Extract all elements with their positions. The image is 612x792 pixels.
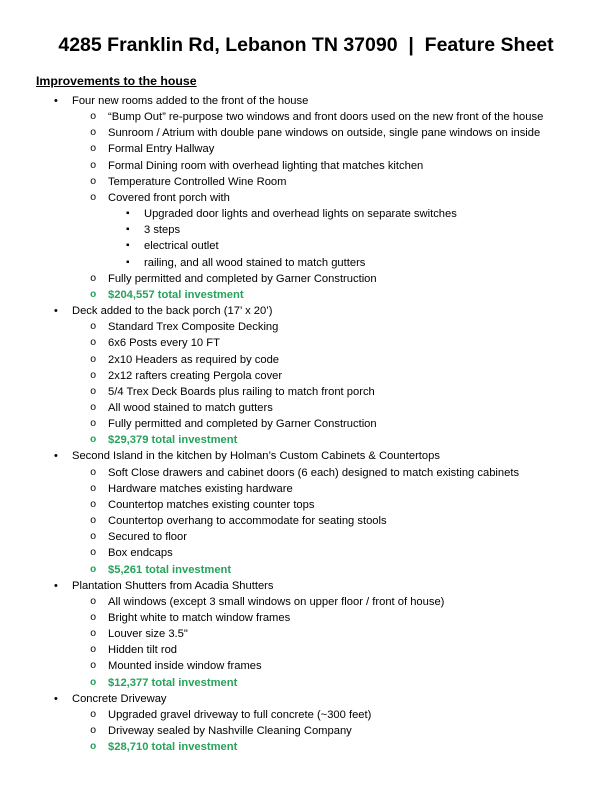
bullet-disc-icon: •	[54, 95, 58, 107]
list-item-text: Sunroom / Atrium with double pane windows on outside, single pane windows on inside	[108, 127, 541, 140]
list-item-level2	[36, 174, 592, 190]
bullet-circle-icon: o	[90, 369, 97, 382]
bullet-circle-icon: o	[90, 660, 97, 673]
bullet-circle-icon: o	[90, 337, 97, 350]
bullet-circle-icon: o	[90, 531, 97, 544]
list-item-text: Concrete Driveway	[72, 692, 167, 705]
list-item-text: Bright white to match window frames	[108, 612, 291, 624]
list-item-text: Four new rooms added to the front of the house	[72, 95, 309, 107]
list-item-level2	[36, 368, 592, 384]
list-item-level3	[36, 206, 592, 222]
bullet-disc-icon: •	[54, 450, 58, 463]
list-item-text: Formal Dining room with overhead lighting that matches kitchen	[108, 159, 424, 172]
list-item-level3	[36, 222, 592, 238]
list-item-text: Box endcaps	[108, 547, 173, 560]
list-item-level2	[36, 481, 592, 497]
bullet-disc-icon: •	[54, 579, 58, 592]
bullet-circle-icon: o	[90, 676, 97, 689]
list-item-text: Hardware matches existing hardware	[108, 482, 293, 495]
list-item-text: Deck added to the back porch (17’ x 20’)	[72, 305, 273, 318]
list-item-level2	[36, 352, 592, 368]
bullet-circle-icon: o	[90, 482, 97, 495]
list-item-text: electrical outlet	[144, 240, 219, 253]
bullet-square-icon: ▪	[126, 240, 130, 252]
bullet-circle-icon: o	[90, 272, 97, 285]
list-item-level2	[36, 335, 592, 351]
improvements-heading: Improvements to the house	[36, 74, 197, 88]
list-item-level2	[36, 658, 592, 674]
list-item-text: railing, and all wood stained to match gutters	[144, 256, 366, 269]
list-item-text: Fully permitted and completed by Garner Construction	[108, 418, 377, 431]
bullet-circle-icon: o	[90, 111, 97, 124]
bullet-circle-icon: o	[90, 418, 97, 431]
bullet-circle-icon: o	[90, 563, 97, 576]
bullet-circle-icon: o	[90, 401, 97, 414]
list-item-text: 2x10 Headers as required by code	[108, 353, 280, 366]
list-item-text: $204,557 total investment	[108, 288, 244, 301]
list-item-level2	[36, 626, 592, 642]
list-item-level2	[36, 158, 592, 174]
list-item-text: Plantation Shutters from Acadia Shutters	[72, 579, 274, 592]
bullet-circle-icon: o	[90, 321, 97, 334]
list-item-text: $29,379 total investment	[108, 434, 238, 447]
list-item-level2	[36, 610, 592, 626]
list-item-text: Louver size 3.5"	[108, 628, 188, 641]
list-item-level2	[36, 594, 592, 610]
bullet-circle-icon: o	[90, 353, 97, 366]
investment-total-item	[36, 675, 592, 691]
bullet-circle-icon: o	[90, 708, 97, 721]
bullet-circle-icon: o	[90, 644, 97, 657]
list-item-text: All windows (except 3 small windows on upper floor / front of house)	[108, 595, 445, 608]
investment-total-item	[36, 432, 592, 448]
list-item-text: $12,377 total investment	[108, 676, 238, 689]
list-item-level2	[36, 723, 592, 739]
list-item-text: Hidden tilt rod	[108, 644, 178, 657]
list-item-text: 3 steps	[144, 224, 181, 237]
list-item-text: Mounted inside window frames	[108, 660, 262, 673]
bullet-square-icon: ▪	[126, 208, 130, 220]
list-item-level2	[36, 109, 592, 125]
list-item-level2	[36, 400, 592, 416]
list-item-text: Upgraded gravel driveway to full concrete (~300 feet)	[108, 708, 372, 721]
list-item-level2	[36, 529, 592, 545]
bullet-circle-icon: o	[90, 725, 97, 738]
list-item-text: Countertop overhang to accommodate for seating stools	[108, 515, 387, 528]
list-item-level2	[36, 125, 592, 141]
bullet-circle-icon: o	[90, 288, 97, 301]
list-item-level2	[36, 319, 592, 335]
bullet-circle-icon: o	[90, 127, 97, 140]
list-item-level1	[36, 93, 592, 109]
bullet-circle-icon: o	[90, 191, 97, 204]
bullet-disc-icon: •	[54, 305, 58, 318]
list-item-text: Soft Close drawers and cabinet doors (6 each) designed to match existing cabinets	[108, 466, 520, 479]
list-item-level2	[36, 497, 592, 513]
investment-total-item	[36, 739, 592, 755]
bullet-circle-icon: o	[90, 628, 97, 641]
list-item-text: $28,710 total investment	[108, 741, 238, 754]
bullet-circle-icon: o	[90, 159, 97, 172]
list-item-text: Secured to floor	[108, 531, 187, 544]
list-item-text: Standard Trex Composite Decking	[108, 321, 279, 334]
list-item-level2	[36, 642, 592, 658]
list-item-text: All wood stained to match gutters	[108, 401, 273, 414]
bullet-circle-icon: o	[90, 612, 97, 624]
bullet-disc-icon: •	[54, 692, 58, 705]
list-item-level2	[36, 545, 592, 561]
list-item-level2	[36, 141, 592, 157]
list-item-level2	[36, 513, 592, 529]
investment-total-item	[36, 562, 592, 578]
bullet-circle-icon: o	[90, 595, 97, 608]
list-item-text: Temperature Controlled Wine Room	[108, 175, 287, 188]
list-item-level1	[36, 448, 592, 464]
list-item-text: 5/4 Trex Deck Boards plus railing to match front porch	[108, 385, 375, 398]
bullet-circle-icon: o	[90, 434, 97, 447]
bullet-circle-icon: o	[90, 466, 97, 479]
list-item-level2	[36, 271, 592, 287]
list-item-text: Formal Entry Hallway	[108, 143, 215, 156]
bullet-circle-icon: o	[90, 547, 97, 560]
bullet-square-icon: ▪	[126, 224, 130, 236]
bullet-circle-icon: o	[90, 515, 97, 528]
page-title: 4285 Franklin Rd, Lebanon TN 37090 | Feature Sheet	[58, 34, 554, 56]
list-item-level1	[36, 691, 592, 707]
list-item-level2	[36, 416, 592, 432]
list-item-text: Covered front porch with	[108, 191, 230, 204]
improvements-list	[36, 93, 592, 755]
list-item-text: $5,261 total investment	[108, 563, 232, 576]
list-item-level1	[36, 303, 592, 319]
list-item-level1	[36, 578, 592, 594]
list-item-text: “Bump Out” re-purpose two windows and front doors used on the new front of the house	[108, 111, 544, 124]
list-item-level3	[36, 255, 592, 271]
list-item-text: Driveway sealed by Nashville Cleaning Company	[108, 725, 352, 738]
investment-total-item	[36, 287, 592, 303]
bullet-square-icon: ▪	[126, 256, 130, 268]
list-item-text: Fully permitted and completed by Garner Construction	[108, 272, 377, 285]
bullet-circle-icon: o	[90, 385, 97, 398]
bullet-circle-icon: o	[90, 741, 97, 754]
list-item-level2	[36, 707, 592, 723]
list-item-level3	[36, 238, 592, 254]
list-item-level2	[36, 465, 592, 481]
bullet-circle-icon: o	[90, 498, 97, 511]
list-item-level2	[36, 384, 592, 400]
list-item-text: Countertop matches existing counter tops	[108, 498, 315, 511]
list-item-text: 6x6 Posts every 10 FT	[108, 337, 220, 350]
list-item-text: Upgraded door lights and overhead lights on separate switches	[144, 208, 457, 221]
list-item-text: Second Island in the kitchen by Holman’s Custom Cabinets & Countertops	[72, 450, 440, 463]
bullet-circle-icon: o	[90, 175, 97, 188]
bullet-circle-icon: o	[90, 143, 97, 156]
list-item-level2	[36, 190, 592, 206]
list-item-text: 2x12 rafters creating Pergola cover	[108, 369, 283, 382]
